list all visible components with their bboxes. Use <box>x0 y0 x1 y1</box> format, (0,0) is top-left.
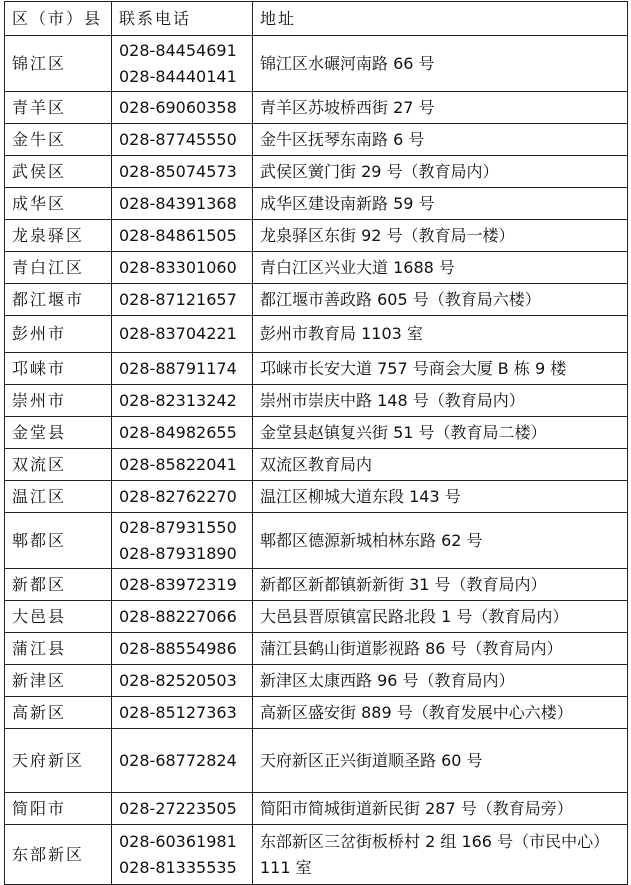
district-cell: 都江堰市 <box>5 284 112 316</box>
address-cell: 高新区盛安街 889 号（教育发展中心六楼） <box>253 697 628 729</box>
district-cell: 高新区 <box>5 697 112 729</box>
district-cell: 锦江区 <box>5 36 112 92</box>
table-row <box>5 92 628 124</box>
phone-number: 028-88791174 <box>119 358 237 378</box>
table-row <box>5 353 628 385</box>
district-cell: 简阳市 <box>5 793 112 825</box>
district-cell: 大邑县 <box>5 601 112 633</box>
phone-number: 028-87931550 <box>119 517 237 537</box>
phone-number: 028-88227066 <box>119 606 237 626</box>
phone-cell <box>112 601 253 633</box>
address-cell: 双流区教育局内 <box>253 449 628 481</box>
address-cell: 东部新区三岔街板桥村 2 组 166 号（市民中心）111 室 <box>253 825 628 885</box>
phone-cell <box>112 316 253 353</box>
district-cell: 双流区 <box>5 449 112 481</box>
address-cell: 青羊区苏坡桥西街 27 号 <box>253 92 628 124</box>
address-cell: 温江区柳城大道东段 143 号 <box>253 481 628 513</box>
phone-number: 028-84454691 <box>119 40 237 60</box>
district-cell: 青羊区 <box>5 92 112 124</box>
district-cell: 崇州市 <box>5 385 112 417</box>
phone-cell <box>112 729 253 793</box>
table-row <box>5 284 628 316</box>
contact-table <box>4 1 628 885</box>
phone-number: 028-87121657 <box>119 289 237 309</box>
phone-number: 028-84391368 <box>119 193 237 213</box>
address-cell: 蒲江县鹤山街道影视路 86 号（教育局内） <box>253 633 628 665</box>
address-cell: 金牛区抚琴东南路 6 号 <box>253 124 628 156</box>
phone-cell <box>112 92 253 124</box>
phone-cell <box>112 417 253 449</box>
phone-number: 028-82762270 <box>119 486 237 506</box>
header-district: 区（市）县 <box>5 2 112 36</box>
table-row <box>5 252 628 284</box>
address-cell: 锦江区水碾河南路 66 号 <box>253 36 628 92</box>
address-cell: 彭州市教育局 1103 室 <box>253 316 628 353</box>
phone-number: 028-27223505 <box>119 798 237 818</box>
table-row <box>5 481 628 513</box>
phone-number: 028-87931890 <box>119 543 237 563</box>
phone-number: 028-68772824 <box>119 750 237 770</box>
phone-number: 028-85127363 <box>119 702 237 722</box>
district-cell: 郫都区 <box>5 513 112 569</box>
phone-cell <box>112 697 253 729</box>
table-row <box>5 729 628 793</box>
phone-cell <box>112 481 253 513</box>
table-row <box>5 569 628 601</box>
phone-cell <box>112 284 253 316</box>
phone-cell <box>112 633 253 665</box>
phone-number: 028-85074573 <box>119 161 237 181</box>
district-cell: 新津区 <box>5 665 112 697</box>
phone-number: 028-88554986 <box>119 638 237 658</box>
address-cell: 龙泉驿区东街 92 号（教育局一楼） <box>253 220 628 252</box>
district-cell: 青白江区 <box>5 252 112 284</box>
district-cell: 金堂县 <box>5 417 112 449</box>
address-cell: 郫都区德源新城柏林东路 62 号 <box>253 513 628 569</box>
phone-cell <box>112 124 253 156</box>
district-cell: 成华区 <box>5 188 112 220</box>
phone-number: 028-87745550 <box>119 129 237 149</box>
address-cell: 崇州市崇庆中路 148 号（教育局内） <box>253 385 628 417</box>
table-body <box>5 36 628 885</box>
address-cell: 新都区新都镇新新街 31 号（教育局内） <box>253 569 628 601</box>
table-row <box>5 156 628 188</box>
phone-cell <box>112 449 253 481</box>
phone-cell <box>112 569 253 601</box>
phone-number: 028-83301060 <box>119 257 237 277</box>
phone-cell <box>112 36 253 92</box>
phone-cell <box>112 513 253 569</box>
table-row <box>5 665 628 697</box>
phone-cell <box>112 188 253 220</box>
table-row <box>5 385 628 417</box>
district-cell: 天府新区 <box>5 729 112 793</box>
table-row <box>5 417 628 449</box>
table-row <box>5 633 628 665</box>
header-row <box>5 2 628 36</box>
header-address: 地址 <box>253 2 628 36</box>
table-row <box>5 124 628 156</box>
table-row <box>5 697 628 729</box>
district-cell: 彭州市 <box>5 316 112 353</box>
district-cell: 武侯区 <box>5 156 112 188</box>
phone-number: 028-60361981 <box>119 831 237 851</box>
table-row <box>5 36 628 92</box>
address-cell: 邛崃市长安大道 757 号商会大厦 B 栋 9 楼 <box>253 353 628 385</box>
table-row <box>5 793 628 825</box>
address-cell: 青白江区兴业大道 1688 号 <box>253 252 628 284</box>
phone-number: 028-84861505 <box>119 225 237 245</box>
address-cell: 武侯区黉门街 29 号（教育局内） <box>253 156 628 188</box>
phone-number: 028-85822041 <box>119 454 237 474</box>
table-row <box>5 825 628 885</box>
district-cell: 金牛区 <box>5 124 112 156</box>
phone-number: 028-82313242 <box>119 390 237 410</box>
phone-cell <box>112 252 253 284</box>
phone-number: 028-84440141 <box>119 66 237 86</box>
table-row <box>5 188 628 220</box>
district-cell: 温江区 <box>5 481 112 513</box>
district-cell: 新都区 <box>5 569 112 601</box>
table-row <box>5 220 628 252</box>
phone-cell <box>112 385 253 417</box>
district-cell: 东部新区 <box>5 825 112 885</box>
table-row <box>5 601 628 633</box>
address-cell: 天府新区正兴街道顺圣路 60 号 <box>253 729 628 793</box>
address-cell: 成华区建设南新路 59 号 <box>253 188 628 220</box>
phone-number: 028-83972319 <box>119 574 237 594</box>
address-cell: 新津区太康西路 96 号（教育局内） <box>253 665 628 697</box>
phone-number: 028-81335535 <box>119 857 237 877</box>
table-row <box>5 316 628 353</box>
phone-number: 028-83704221 <box>119 324 237 343</box>
table-row <box>5 449 628 481</box>
phone-cell <box>112 793 253 825</box>
phone-cell <box>112 353 253 385</box>
phone-cell <box>112 156 253 188</box>
district-cell: 蒲江县 <box>5 633 112 665</box>
table-row <box>5 513 628 569</box>
phone-number: 028-69060358 <box>119 97 237 117</box>
header-phone: 联系电话 <box>112 2 253 36</box>
district-cell: 邛崃市 <box>5 353 112 385</box>
phone-number: 028-82520503 <box>119 670 237 690</box>
address-cell: 金堂县赵镇复兴街 51 号（教育局二楼） <box>253 417 628 449</box>
phone-cell <box>112 825 253 885</box>
address-cell: 大邑县晋原镇富民路北段 1 号（教育局内） <box>253 601 628 633</box>
phone-cell <box>112 220 253 252</box>
address-cell: 简阳市简城街道新民街 287 号（教育局旁） <box>253 793 628 825</box>
phone-cell <box>112 665 253 697</box>
phone-number: 028-84982655 <box>119 422 237 442</box>
district-cell: 龙泉驿区 <box>5 220 112 252</box>
address-cell: 都江堰市善政路 605 号（教育局六楼） <box>253 284 628 316</box>
